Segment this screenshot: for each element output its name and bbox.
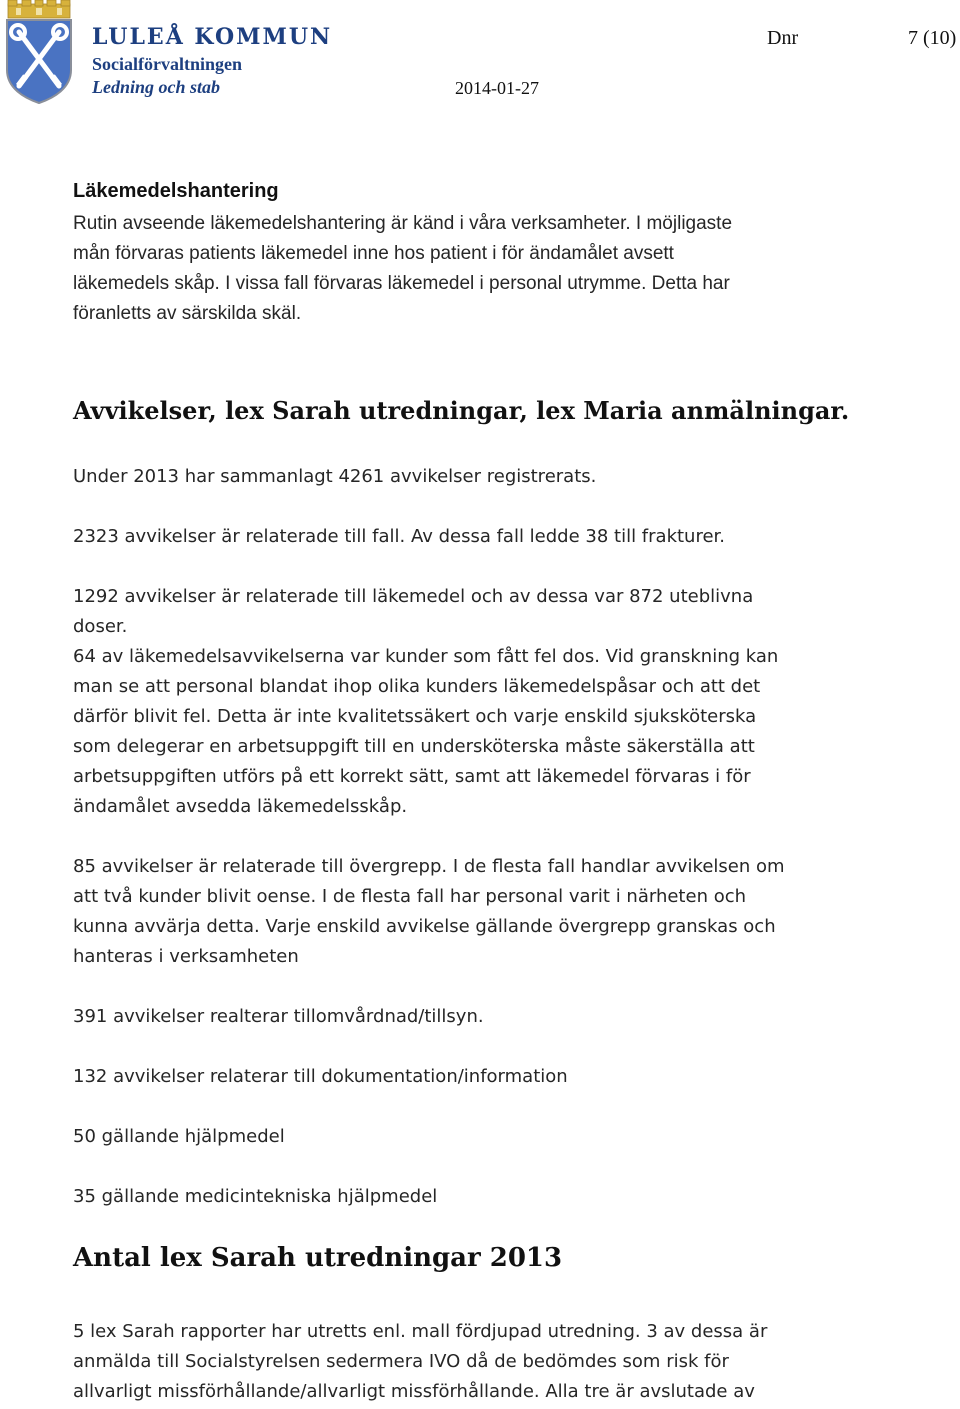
paragraph-line: att två kunder blivit oense. I de flesta fall har personal varit i närheten och [73,886,747,907]
section-heading-lex-sarah: Antal lex Sarah utredningar 2013 [73,1243,563,1273]
avvikelser-total-paragraph: Under 2013 har sammanlagt 4261 avvikelser registrerats. [73,466,597,487]
lakemedel-paragraph [73,209,853,329]
paragraph-line: hanteras i verksamheten [73,946,299,967]
avvikelser-hjalpmedel-paragraph: 50 gällande hjälpmedel [73,1126,285,1147]
dnr-label: Dnr [767,27,799,49]
paragraph-line: 85 avvikelser är relaterade till övergrepp. I de flesta fall handlar avvikelsen om [73,856,785,877]
avvikelser-fall-paragraph: 2323 avvikelser är relaterade till fall. Av dessa fall ledde 38 till frakturer. [73,526,726,547]
avvikelser-dokumentation-paragraph: 132 avvikelser relaterar till dokumentation/information [73,1066,568,1087]
paragraph-line: 1292 avvikelser är relaterade till läkemedel och av dessa var 872 uteblivna [73,586,754,607]
paragraph-line: läkemedels skåp. I vissa fall förvaras läkemedel i personal utrymme. Detta har [73,273,730,294]
avvikelser-omvardnad-paragraph: 391 avvikelser realterar tillomvårdnad/tillsyn. [73,1006,484,1027]
unit-name: Ledning och stab [92,77,221,97]
avvikelser-lakemedel-paragraph [73,582,853,822]
paragraph-line: allvarligt missförhållande/allvarligt missförhållande. Alla tre är avslutade av [73,1381,755,1402]
paragraph-line: föranletts av särskilda skäl. [73,303,302,324]
paragraph-line: ändamålet avsedda läkemedelsskåp. [73,796,408,817]
paragraph-line: kunna avvärja detta. Varje enskild avvikelse gällande övergrepp granskas och [73,916,776,937]
page-number: 7 (10) [908,27,957,49]
paragraph-line: som delegerar en arbetsuppgift till en undersköterska måste säkerställa att [73,736,755,757]
lulea-kommun-coat-of-arms-logo [2,0,76,104]
section-heading-lakemedel: Läkemedelshantering [73,180,279,202]
department-name: Socialförvaltningen [92,54,243,74]
paragraph-line: anmälda till Socialstyrelsen sedermera IVO då de bedömdes som risk för [73,1351,729,1372]
paragraph-line: man se att personal blandat ihop olika kunders läkemedelspåsar och att det [73,676,761,697]
paragraph-line: 64 av läkemedelsavvikelserna var kunder som fått fel dos. Vid granskning kan [73,646,779,667]
organization-name: LULEÅ KOMMUN [92,24,333,50]
paragraph-line: därför blivit fel. Detta är inte kvalitetssäkert och varje enskild sjuksköterska [73,706,757,727]
lex-sarah-paragraph [73,1317,853,1407]
avvikelser-overgrepp-paragraph [73,852,853,972]
avvikelser-medicintekniska-paragraph: 35 gällande medicintekniska hjälpmedel [73,1186,438,1207]
paragraph-line: arbetsuppgiften utförs på ett korrekt sätt, samt att läkemedel förvaras i för [73,766,751,787]
paragraph-line: mån förvaras patients läkemedel inne hos patient i för ändamålet avsett [73,243,674,264]
document-date: 2014-01-27 [455,78,539,98]
paragraph-line: 5 lex Sarah rapporter har utretts enl. mall fördjupad utredning. 3 av dessa är [73,1321,768,1342]
paragraph-line: doser. [73,616,128,637]
paragraph-line: Rutin avseende läkemedelshantering är känd i våra verksamheter. I möjligaste [73,213,733,234]
section-heading-avvikelser: Avvikelser, lex Sarah utredningar, lex Maria anmälningar. [73,396,850,425]
